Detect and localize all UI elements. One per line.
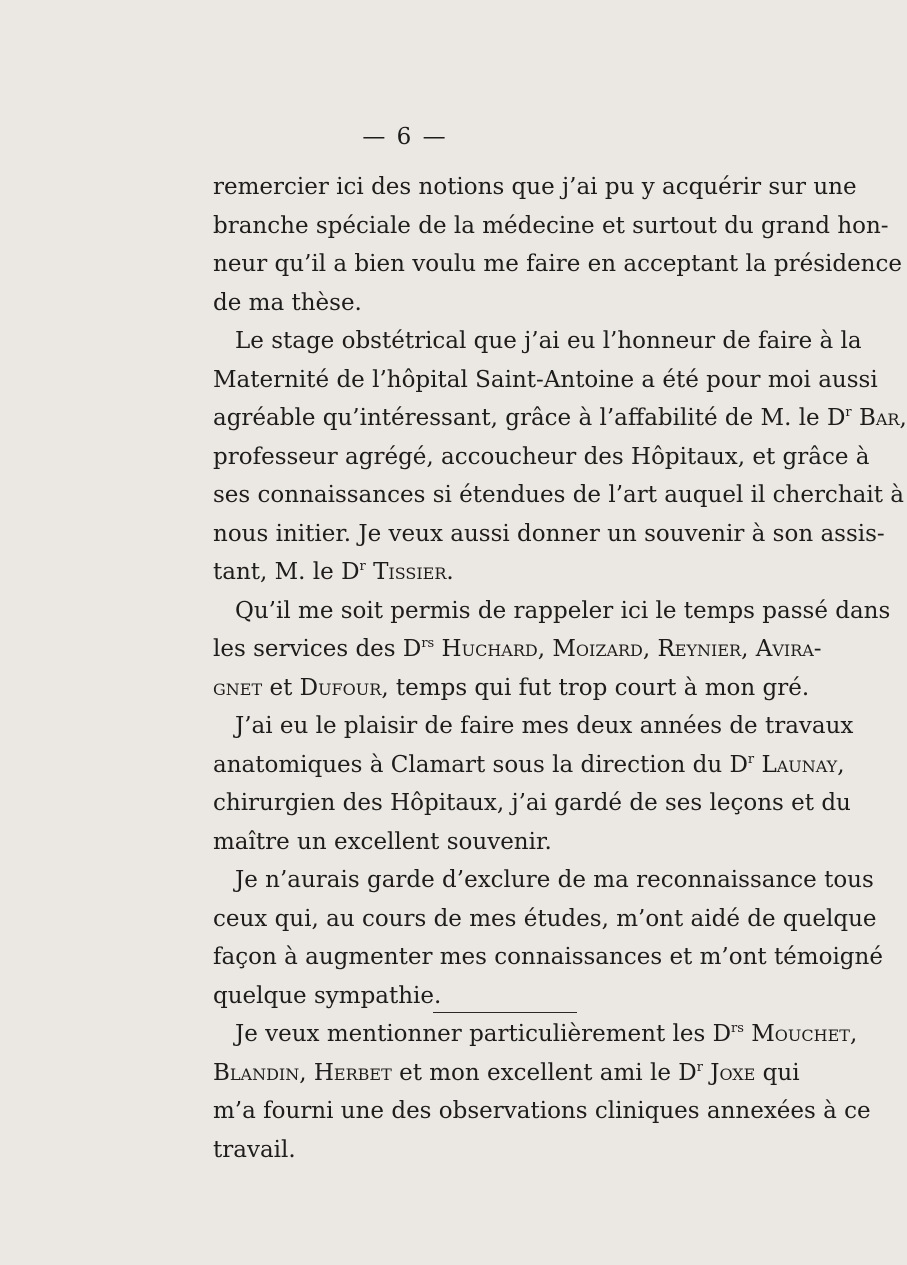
person-name: Herbet <box>313 1059 392 1086</box>
superscript: rs <box>421 636 435 651</box>
person-name: Tissier <box>373 559 447 585</box>
text-span: et mon excellent ami le D <box>391 1059 697 1086</box>
text-line: Qu’il me soit permis de rappeler ici le temps passé dans <box>235 597 891 624</box>
superscript: r <box>696 1059 703 1075</box>
text-span: anatomiques à Clamart sous la direction du D <box>213 751 748 778</box>
text-span: . <box>446 559 454 585</box>
text-span: , <box>899 405 907 431</box>
text-line: professeur agrégé, accoucheur des Hôpitaux, et grâce à <box>213 443 870 470</box>
text-span: , <box>837 751 845 778</box>
person-name: Dufour <box>299 674 382 701</box>
text-line <box>213 1015 858 1054</box>
text-span: , <box>849 1021 858 1047</box>
text-line <box>213 630 822 669</box>
section-divider <box>433 1012 577 1013</box>
text-line: ses connaissances si étendues de l’art auquel il cherchait à <box>213 482 904 508</box>
text-line: façon à augmenter mes connaissances et m’ont témoigné <box>213 944 883 970</box>
person-name: Joxe <box>710 1059 756 1086</box>
text-line: quelque sympathie. <box>213 982 442 1009</box>
text-line: J’ai eu le plaisir de faire mes deux années de travaux <box>235 713 854 739</box>
text-span: qui <box>755 1059 800 1086</box>
person-name: Bar <box>858 405 900 431</box>
text-span: Je veux mentionner particulièrement les D <box>235 1021 732 1047</box>
text-line: branche spéciale de la médecine et surtout du grand hon- <box>213 212 889 239</box>
text-line <box>213 399 907 438</box>
superscript: rs <box>731 1021 744 1036</box>
text-line: maître un excellent souvenir. <box>213 828 552 855</box>
text-span: , temps qui fut trop court à mon gré. <box>381 674 810 701</box>
superscript: r <box>359 559 366 574</box>
page-number: — 6 — <box>362 124 448 150</box>
text-line: ceux qui, au cours de mes études, m’ont aidé de quelque <box>213 905 877 932</box>
text-span: et <box>262 674 300 701</box>
text-line <box>213 746 845 785</box>
text-line: remercier ici des notions que j’ai pu y acquérir sur une <box>213 174 857 200</box>
text-span: les services des D <box>213 636 422 662</box>
person-name: Blandin <box>213 1059 300 1086</box>
person-names: Huchard, Moizard, Reynier, Avira- <box>441 636 822 662</box>
text-line: Le stage obstétrical que j’ai eu l’honneur de faire à la <box>235 328 862 354</box>
text-line <box>213 1054 800 1093</box>
text-line: m’a fourni une des observations cliniques annexées à ce <box>213 1098 871 1124</box>
text-line: Maternité de l’hôpital Saint-Antoine a été pour moi aussi <box>213 366 878 393</box>
text-line <box>213 553 750 592</box>
text-line: nous initier. Je veux aussi donner un souvenir à son assis- <box>213 520 885 547</box>
text-line <box>213 669 810 708</box>
person-name: Mouchet <box>751 1021 850 1047</box>
text-line: neur qu’il a bien voulu me faire en acceptant la présidence <box>213 251 902 277</box>
body-text <box>213 168 907 1169</box>
superscript: r <box>747 751 755 767</box>
person-name: Launay <box>761 751 838 778</box>
text-span: , <box>299 1059 314 1086</box>
person-name: gnet <box>213 674 263 701</box>
superscript: r <box>845 405 852 420</box>
text-line: Je n’aurais garde d’exclure de ma reconnaissance tous <box>235 867 874 893</box>
text-line: de ma thèse. <box>213 289 362 316</box>
text-line: chirurgien des Hôpitaux, j’ai gardé de ses leçons et du <box>213 790 851 816</box>
text-line: travail. <box>213 1136 296 1163</box>
text-span: agréable qu’intéressant, grâce à l’affabilité de M. le D <box>213 405 846 431</box>
text-span: tant, M. le D <box>213 559 360 585</box>
